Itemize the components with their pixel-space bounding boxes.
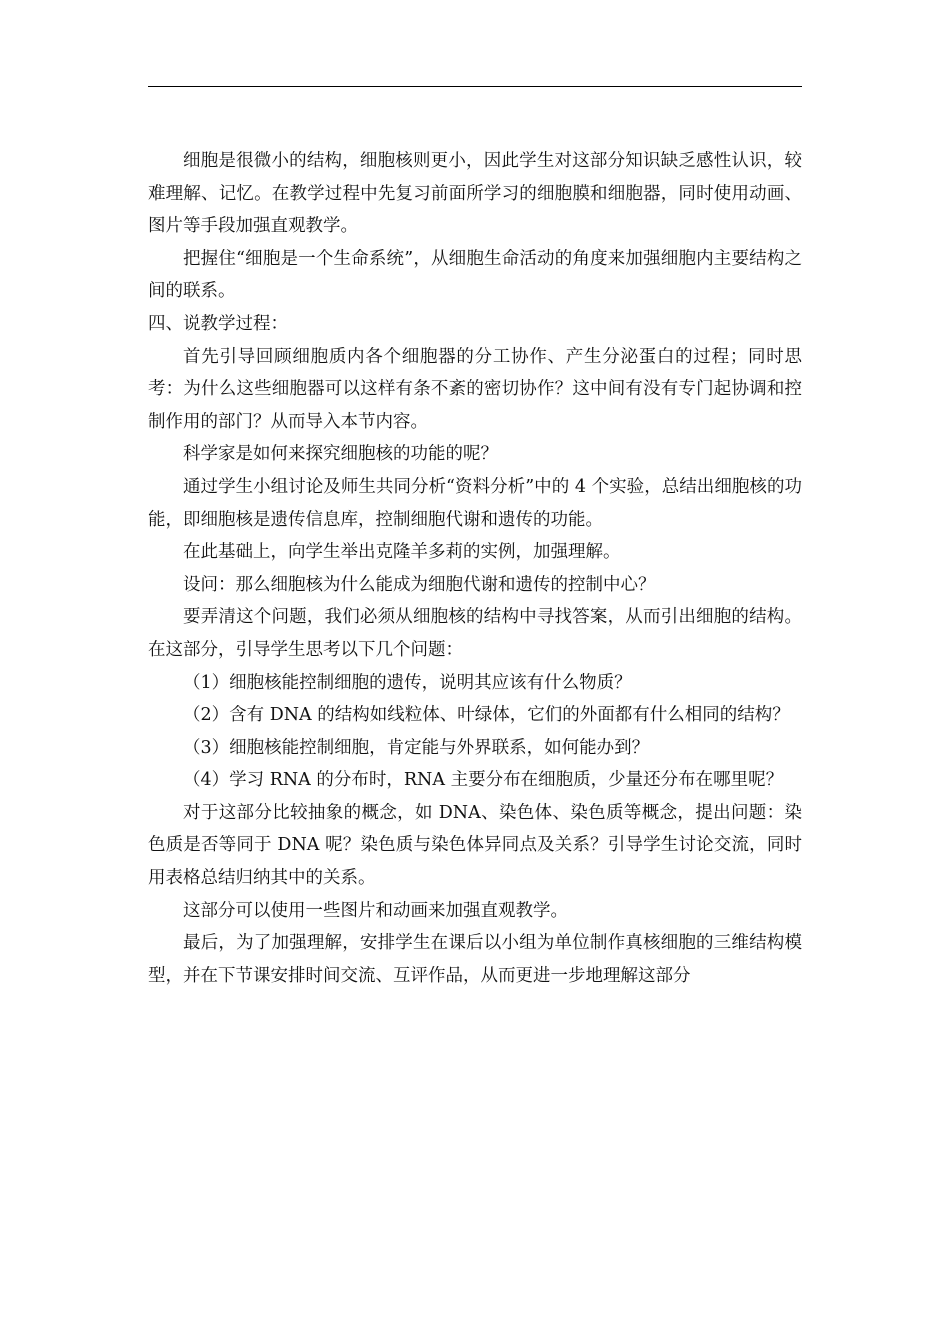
paragraph: 最后，为了加强理解，安排学生在课后以小组为单位制作真核细胞的三维结构模型，并在下节课安排时间交流、互评作品，从而更进一步地理解这部分 [148,933,802,986]
paragraph: 对于这部分比较抽象的概念，如 DNA、染色体、染色质等概念，提出问题：染色质是否等同于 DNA 呢？染色质与染色体异同点及关系？引导学生讨论交流，同时用表格总结归纳其中的关系。 [148,802,802,889]
question-item: （3）细胞核能控制细胞，肯定能与外界联系，如何能办到？ [183,737,650,758]
paragraph: 把握住“细胞是一个生命系统”，从细胞生命活动的角度来加强细胞内主要结构之间的联系。 [148,248,802,302]
question-item: （2）含有 DNA 的结构如线粒体、叶绿体，它们的外面都有什么相同的结构？ [183,705,790,726]
paragraph: 设问：那么细胞核为什么能成为细胞代谢和遗传的控制中心？ [183,574,656,595]
paragraph: 科学家是如何来探究细胞核的功能的呢？ [183,444,498,465]
question-item: （1）细胞核能控制细胞的遗传，说明其应该有什么物质？ [183,672,632,693]
header-rule [148,86,802,87]
section-heading: 四、说教学过程： [148,313,288,334]
paragraph: 通过学生小组讨论及师生共同分析“资料分析”中的 4 个实验，总结出细胞核的功能，即细胞核是遗传信息库，控制细胞代谢和遗传的功能。 [148,476,802,530]
question-item: （4）学习 RNA 的分布时，RNA 主要分布在细胞质，少量还分布在哪里呢？ [183,770,784,791]
paragraph: 细胞是很微小的结构，细胞核则更小，因此学生对这部分知识缺乏感性认识，较难理解、记忆。在教学过程中先复习前面所学习的细胞膜和细胞器，同时使用动画、图片等手段加强直观教学。 [148,151,802,237]
paragraph: 这部分可以使用一些图片和动画来加强直观教学。 [183,900,568,921]
document-body [148,145,802,992]
paragraph: 要弄清这个问题，我们必须从细胞核的结构中寻找答案，从而引出细胞的结构。在这部分，引导学生思考以下几个问题： [148,607,802,660]
paragraph: 在此基础上，向学生举出克隆羊多莉的实例，加强理解。 [183,542,621,563]
paragraph: 首先引导回顾细胞质内各个细胞器的分工协作、产生分泌蛋白的过程；同时思考：为什么这些细胞器可以这样有条不紊的密切协作？这中间有没有专门起协调和控制作用的部门？从而导入本节内容。 [148,346,802,432]
